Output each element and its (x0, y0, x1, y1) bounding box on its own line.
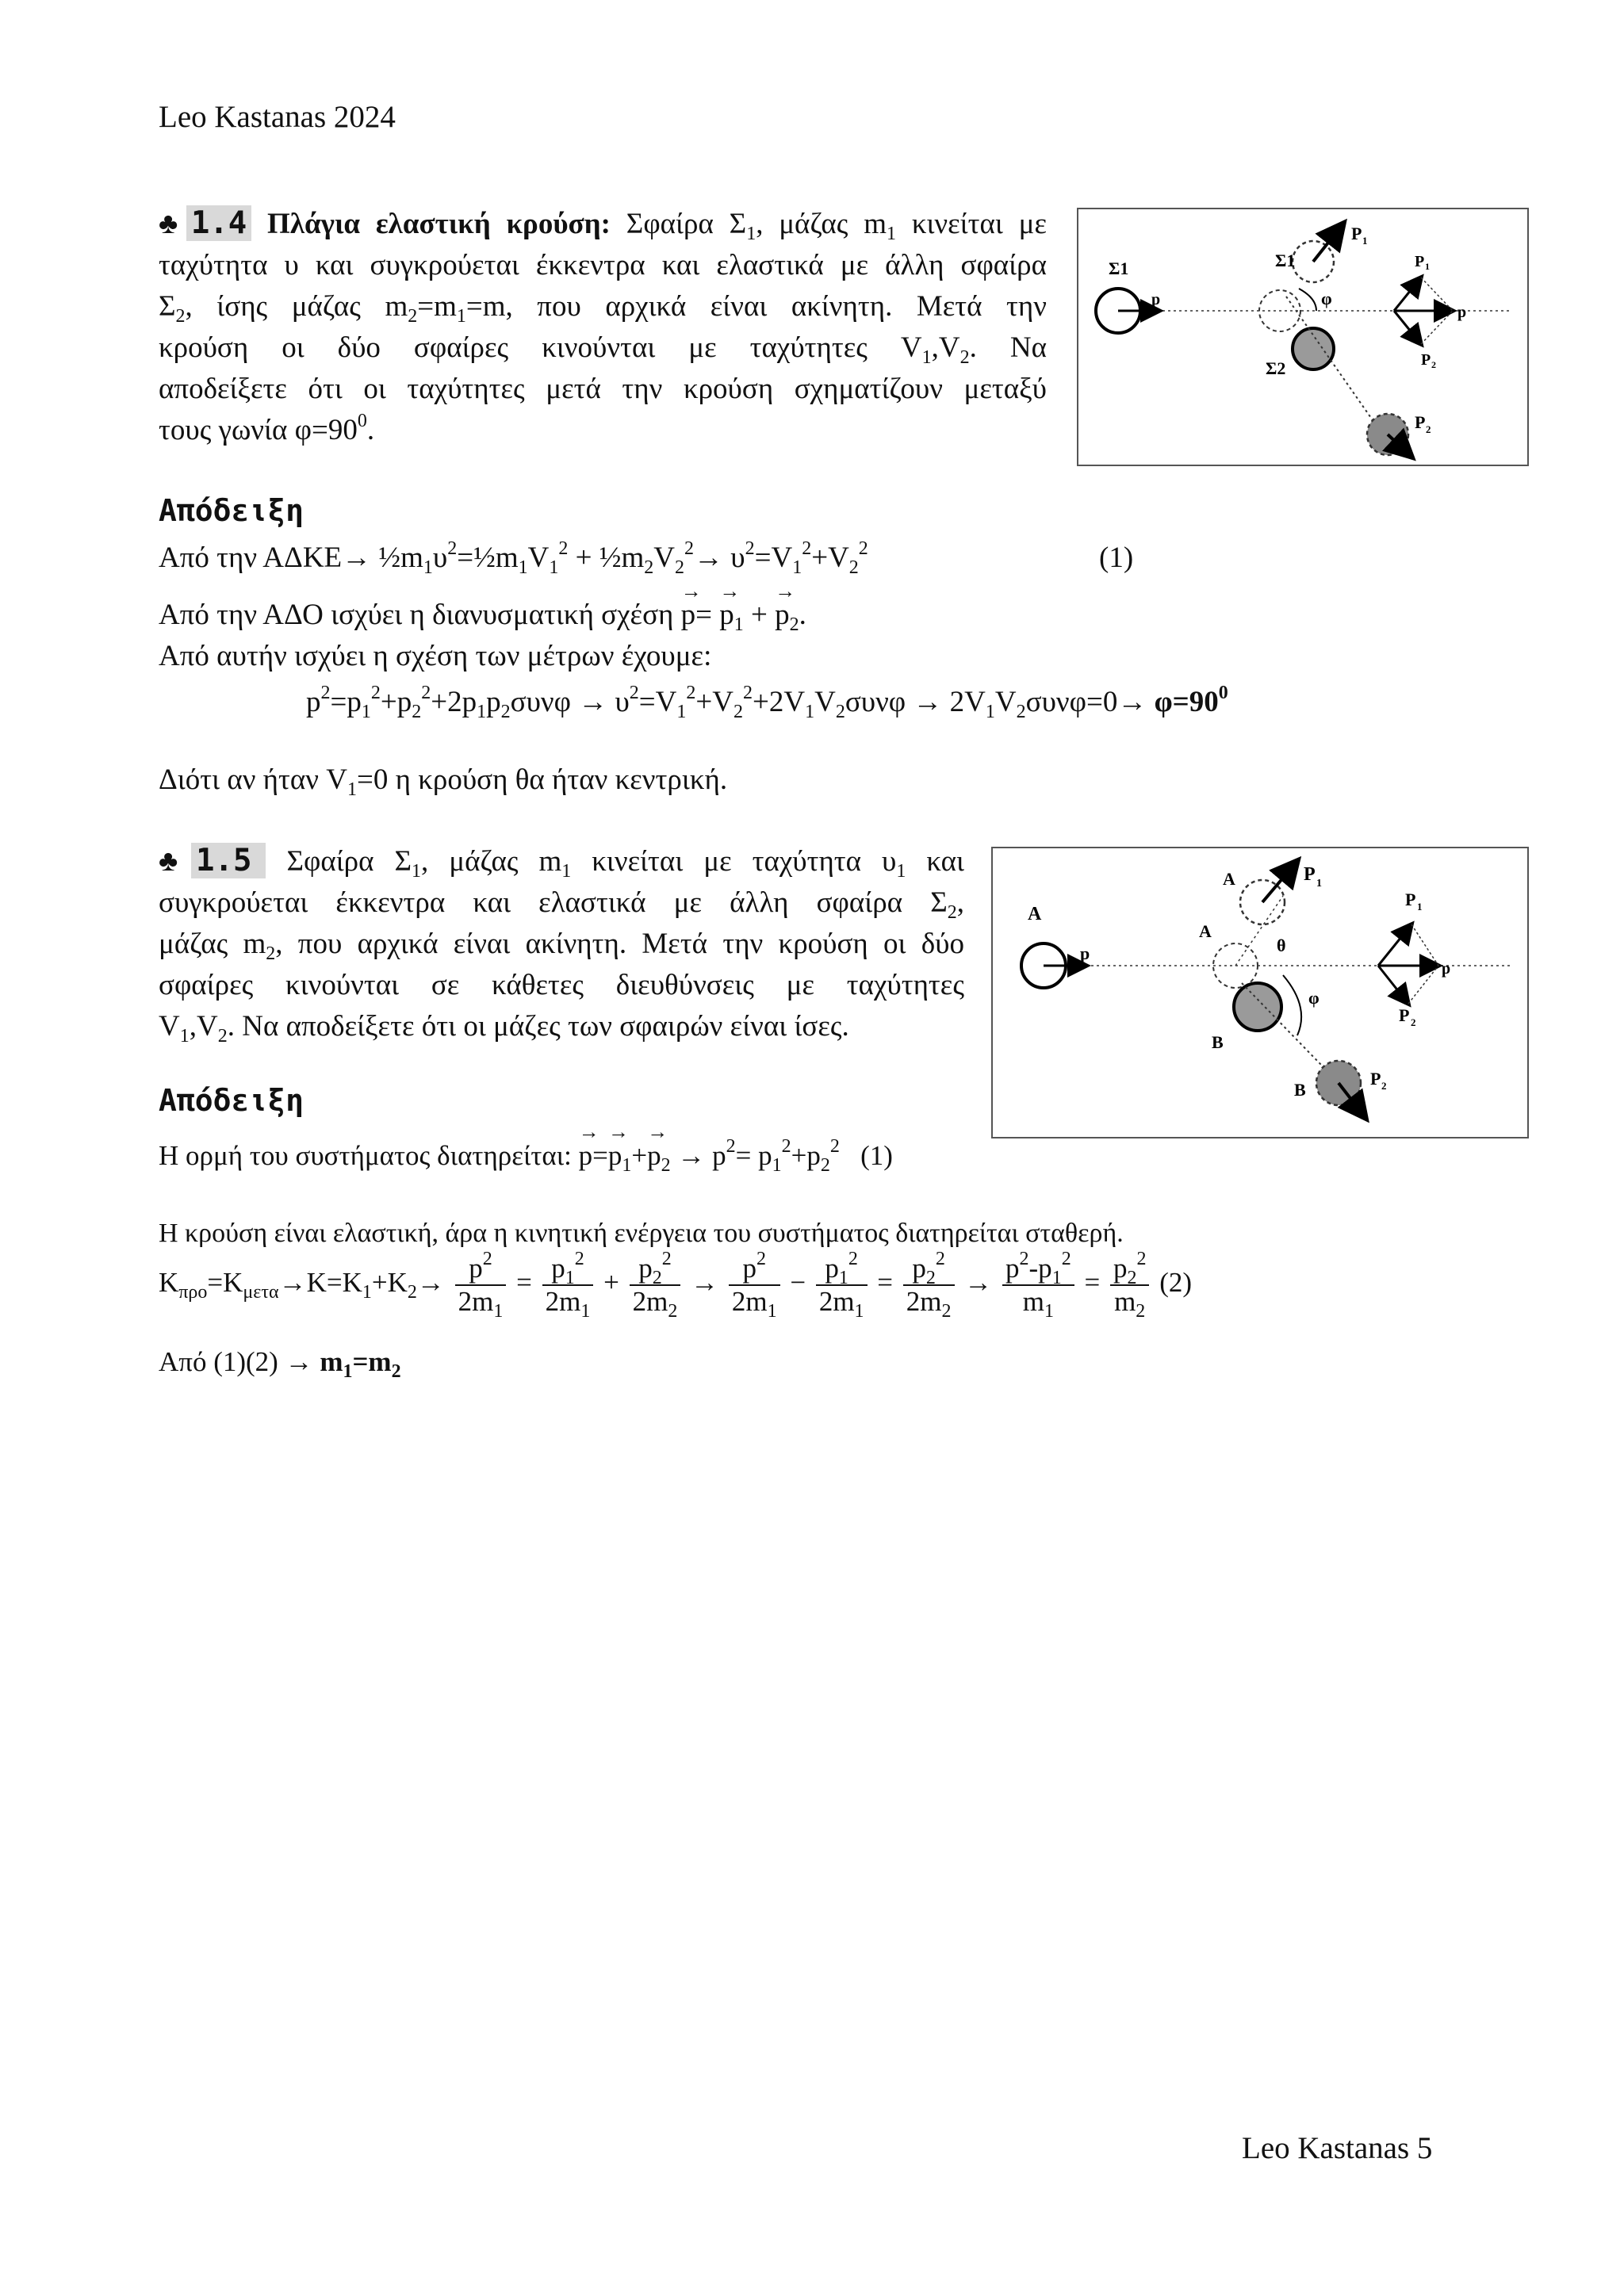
svg-text:2: 2 (1431, 359, 1436, 370)
svg-text:p: p (1151, 291, 1161, 308)
final-result: Από $(1)(2) \to m_1=m_2$ (159, 1346, 401, 1382)
svg-text:P: P (1370, 1069, 1381, 1089)
p14-line-6: τους γωνία $\varphi=90^0$. (159, 411, 375, 446)
svg-text:p: p (1442, 960, 1451, 978)
s1-label: Σ1 (1109, 258, 1129, 278)
figure-1-4 (1077, 208, 1529, 466)
problem-number: 1.4 (186, 205, 251, 241)
svg-text:B: B (1212, 1032, 1224, 1052)
energy-fraction-equation: $K_{\pi\rho o}=K_{\mu\varepsilon\tau\alpha}\to K=K_1+K_2\to$ $\frac{p^2}{2m_1}$ = $\frac{p_1^2}{2m_1}$ + $\frac{p_2^2}{2m_2}$ → $\frac{p^2}{2m_1}$ − $\frac{p_1^2}{2m_1}$ = $\frac{p_2^2}{2m_2}$ → $\frac{p^2-p_1^2}{m_1}$ = $\frac{p_2^2}{m_2}$ (2) (159, 1249, 1192, 1322)
svg-text:1: 1 (1417, 901, 1423, 913)
cosine-equation: $p^2=p_1^2+p_2^2+2p_1p_2\sigma\upsilon\nu\varphi \to \upsilon^2=V_1^2+V_2^2+2V_1V_2\sigma\upsilon\nu\varphi \to 2V_1V_2\sigma\upsilon\nu\varphi=0\to \varphi=90^0$ (306, 683, 1228, 722)
proof-title-1-5: Απόδειξη (159, 1083, 304, 1118)
reason-line: Διότι αν ήταν $V_1=0$ η κρούση θα ήταν κεντρική. (159, 763, 728, 800)
problem-1-4-text (159, 203, 1047, 451)
problem-title: Πλάγια ελαστική κρούση: (267, 208, 611, 240)
svg-text:P: P (1421, 351, 1431, 369)
sphere-b (1234, 983, 1281, 1031)
svg-text:P: P (1415, 412, 1426, 432)
eq-label-2: (2) (1159, 1267, 1192, 1299)
svg-text:Σ2: Σ2 (1266, 358, 1286, 378)
p14-line-1: ♣ 1.4 Πλάγια ελαστική κρούση: Σφαίρα $\Sigma_1$, μάζας $m_1$ κινείται με (159, 205, 1047, 244)
svg-text:A: A (1028, 904, 1042, 924)
p14-line-3: $\Sigma_2$, ίσης μάζας $m_2=m_1=m$, που αρχικά είναι ακίνητη. Μετά την (159, 290, 1047, 327)
page-header: Leo Kastanas 2024 (159, 100, 396, 134)
eq-label-1: (1) (1099, 541, 1134, 574)
p14-line-2: ταχύτητα υ και συγκρούεται έκκεντρα και ελαστικά με άλλη σφαίρα (159, 249, 1047, 281)
energy-equation: Από την $A\Delta KE\to \frac{1}{2}m_1\upsilon^2=\frac{1}{2}m_1V_1^2$ + $\frac{1}{2}m_2V_2^2\to \upsilon^2=V_1^2+V_2^2$ (159, 538, 868, 578)
p15-line-4: σφαίρες κινούνται σε κάθετες διευθύνσεις με ταχύτητες (159, 969, 964, 1001)
momentum-equation: Η ορμή του συστήματος διατηρείται: → $p=\to p_1+\to p_2 \to p^2= p_1^2+p_2^2$ (1) (159, 1135, 893, 1177)
p15-line-3: μάζας $m_2$, που αρχικά είναι ακίνητη. Μετά την κρούση οι δύο (159, 928, 964, 964)
p14-line-5: αποδείξετε ότι οι ταχύτητες μετά την κρούση σχηματίζουν μεταξύ (159, 373, 1047, 405)
problem-number-1-5: 1.5 (191, 843, 266, 878)
p15-line-5: $V_1,V_2$. Να αποδείξετε ότι οι μάζες των σφαιρών είναι ίσες. (159, 1010, 849, 1047)
problem-1-5-text (159, 840, 964, 1047)
figure-1-5 (991, 847, 1529, 1138)
proof-title-1-4: Απόδειξη (159, 493, 304, 528)
svg-text:P: P (1399, 1005, 1410, 1025)
p15-line-1: ♣ 1.5 Σφαίρα $\Sigma_1$, μάζας $m_1$ κινείται με ταχύτητα $\upsilon_1$ και (159, 843, 964, 882)
svg-text:P: P (1405, 890, 1416, 909)
svg-text:1: 1 (1425, 261, 1430, 272)
svg-text:P: P (1415, 253, 1425, 270)
svg-text:1: 1 (1316, 878, 1322, 890)
collision-diagram-2 (993, 848, 1527, 1137)
p14-line-4: κρούση οι δύο σφαίρες κινούνται με ταχύτητες $V_1,V_2$. Να (159, 331, 1047, 368)
svg-text:φ: φ (1321, 289, 1332, 308)
svg-text:B: B (1294, 1080, 1306, 1100)
elastic-line: Η κρούση είναι ελαστική, άρα η κινητική ενέργεια του συστήματος διατηρείται σταθερή. (159, 1219, 1124, 1248)
page-footer: Leo Kastanas 5 (1242, 2131, 1433, 2165)
svg-text:2: 2 (1426, 423, 1431, 435)
collision-diagram-1 (1078, 209, 1527, 465)
svg-text:A: A (1223, 869, 1235, 889)
svg-text:Σ1: Σ1 (1275, 251, 1296, 270)
svg-text:A: A (1199, 921, 1212, 941)
svg-text:φ: φ (1308, 988, 1320, 1008)
svg-text:P: P (1304, 864, 1316, 885)
svg-text:p: p (1457, 304, 1467, 321)
svg-text:P: P (1351, 224, 1362, 243)
eq-label-1-5: (1) (860, 1140, 893, 1171)
p15-line-2: συγκρούεται έκκεντρα και ελαστικά με άλλη σφαίρα $\Sigma_2$, (159, 886, 964, 923)
svg-text:2: 2 (1381, 1080, 1387, 1092)
svg-text:2: 2 (1411, 1016, 1416, 1028)
vector-equation: Από την ΑΔΟ ισχύει η διανυσματική $\sigma\chi έ\sigma\eta \to p= \to p_1$ + → $p_2$. (159, 595, 806, 636)
svg-text:p: p (1080, 943, 1090, 963)
club-icon: ♣ (159, 208, 186, 240)
svg-text:1: 1 (1362, 235, 1368, 247)
svg-text:θ: θ (1277, 936, 1286, 955)
measure-line: Από αυτήν ισχύει η σχέση των μέτρων έχουμε: (159, 640, 712, 672)
